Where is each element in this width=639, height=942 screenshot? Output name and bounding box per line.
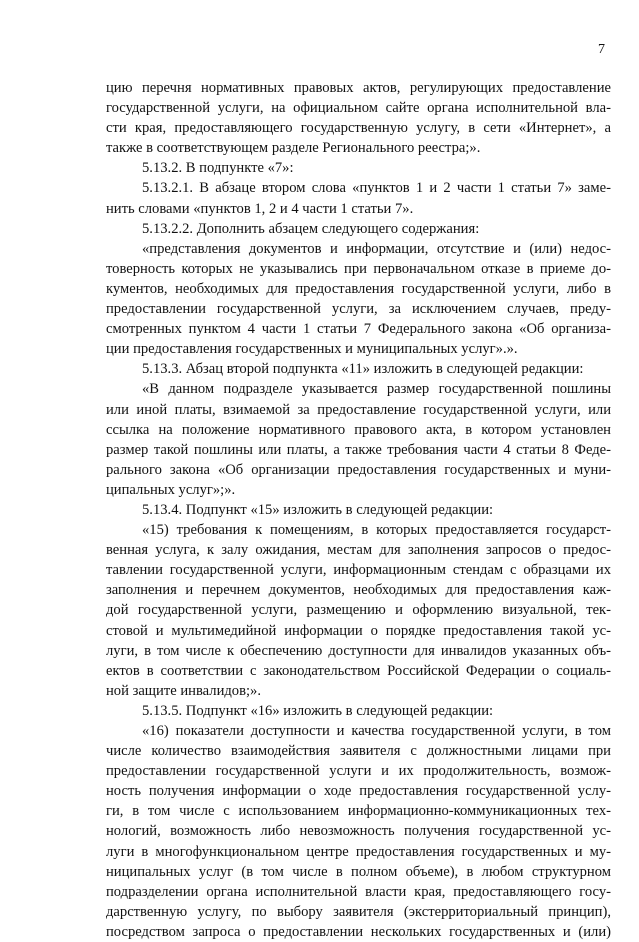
- text-line: луги, в том числе к обеспечению доступности для инвалидов указанных объ-: [106, 642, 611, 659]
- page-number: 7: [598, 42, 605, 57]
- text-line: ниципальных услуг (в том числе в полном объеме), в любом структурном: [106, 863, 611, 880]
- text-line: нологий, возможность либо невозможность получения государственной ус-: [106, 823, 611, 840]
- text-line: дой государственной услуги, размещению и оформлению визуальной, тек-: [106, 602, 611, 619]
- text-line: подразделении органа исполнительной власти края, предоставляющего госу-: [106, 883, 611, 900]
- text-line: «представления документов и информации, отсутствие и (или) недос-: [142, 240, 611, 257]
- text-line: сти края, предоставляющего государственную услугу, в сети «Интернет», а: [106, 120, 611, 137]
- text-line: цию перечня нормативных правовых актов, регулирующих предоставление: [106, 80, 611, 96]
- text-line: посредством запроса о предоставлении нескольких государственных и (или): [106, 923, 611, 940]
- text-line: ной защите инвалидов;».: [106, 682, 261, 699]
- text-line: предоставлении государственной услуги и их продолжительность, возмож-: [106, 763, 611, 780]
- text-line: рального закона «Об организации предоставления государственных и муни-: [106, 461, 611, 478]
- text-line: «16) показатели доступности и качества государственной услуги, в том: [142, 723, 611, 739]
- text-line: венная услуга, к залу ожидания, местам для заполнения запросов о предос-: [106, 542, 611, 559]
- text-line: смотренных пунктом 4 части 1 статьи 7 Федерального закона «Об организа-: [106, 321, 611, 338]
- text-line: 5.13.4. Подпункт «15» изложить в следующей редакции:: [142, 501, 494, 518]
- text-line: 5.13.3. Абзац второй подпункта «11» изложить в следующей редакции:: [142, 361, 584, 378]
- text-line: государственной услуги, на официальном сайте органа исполнительной вла-: [106, 100, 611, 117]
- text-line: ектов в соответствии с законодательством Российской Федерации о социаль-: [106, 662, 611, 679]
- text-line: предоставлении государственной услуги, за исключением случаев, преду-: [106, 301, 611, 318]
- text-line: луги в многофункциональном центре предоставления государственных и му-: [106, 843, 611, 860]
- text-line: тавлении государственной услуги, информационным стендам с образцами их: [106, 562, 611, 579]
- text-line: ги, в том числе с использованием информационно-коммуникационных тех-: [106, 803, 611, 820]
- text-line: или иной платы, взимаемой за предоставление государственной услуги, или: [106, 401, 611, 418]
- text-line: 5.13.2.1. В абзаце втором слова «пунктов 1 и 2 части 1 статьи 7» заме-: [142, 180, 611, 197]
- text-line: ции предоставления государственных и муниципальных услуг».».: [106, 341, 518, 358]
- text-line: 5.13.5. Подпункт «16» изложить в следующей редакции:: [142, 702, 494, 719]
- text-line: также в соответствующем разделе Регионального реестра;».: [106, 140, 481, 157]
- document-body-text: [106, 78, 611, 942]
- text-line: ципальных услуг»;».: [106, 481, 236, 498]
- text-line: нить словами «пунктов 1, 2 и 4 части 1 статьи 7».: [106, 200, 414, 217]
- text-line: заполнения и перечнем документов, необходимых для предоставления каж-: [106, 582, 611, 599]
- text-line: дарственную услугу, по выбору заявителя (экстерриториальный принцип),: [106, 903, 611, 920]
- text-line: 5.13.2.2. Дополнить абзацем следующего содержания:: [142, 220, 480, 237]
- text-line: «15) требования к помещениям, в которых предоставляется государст-: [142, 522, 611, 539]
- text-line: товерность которых не указывались при первоначальном отказе в приеме до-: [106, 260, 611, 277]
- text-line: кументов, необходимых для предоставления государственной услуги, либо в: [106, 280, 611, 297]
- text-line: «В данном подразделе указывается размер государственной пошлины: [142, 381, 611, 398]
- text-line: размер такой пошлины или платы, а также требования части 4 статьи 8 Феде-: [106, 441, 611, 458]
- text-line: числе количество взаимодействия заявителя с должностными лицами при: [106, 743, 611, 760]
- text-line: стовой и мультимедийной информации о порядке предоставления такой ус-: [106, 622, 611, 639]
- text-line: ность получения информации о ходе предоставления государственной услу-: [106, 783, 611, 800]
- text-line: ссылка на положение нормативного правового акта, в котором установлен: [106, 421, 611, 438]
- text-line: 5.13.2. В подпункте «7»:: [142, 160, 294, 177]
